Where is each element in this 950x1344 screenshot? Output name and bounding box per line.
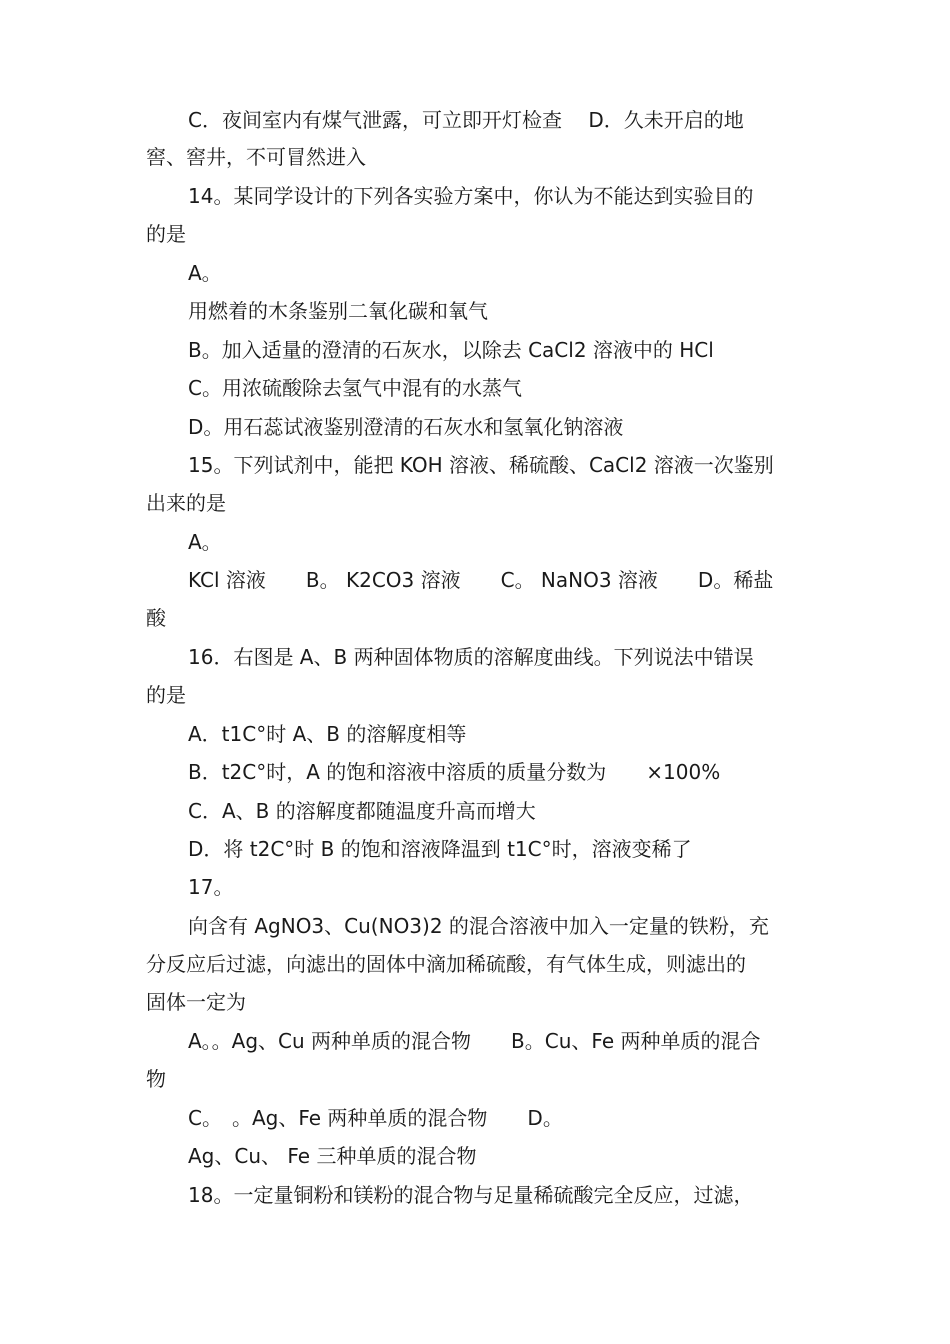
text-line: 固体一定为 (146, 990, 246, 1014)
text-line: 的是 (146, 222, 186, 246)
question-16: 16．右图是 A、B 两种固体物质的溶解度曲线。下列说法中错误 (188, 645, 754, 669)
options-line: C。 。Ag、Fe 两种单质的混合物 D。 (188, 1106, 563, 1130)
text-line: 物 (146, 1067, 166, 1091)
question-17: 17。 (188, 875, 234, 899)
options-line: A。。Ag、Cu 两种单质的混合物 B。Cu、Fe 两种单质的混合 (188, 1029, 761, 1053)
option-d: D．将 t2C°时 B 的饱和溶液降温到 t1C°时，溶液变稀了 (188, 837, 692, 861)
option-b: B．t2C°时，A 的饱和溶液中溶质的质量分数为 ×100% (188, 760, 721, 784)
question-18: 18。一定量铜粉和镁粉的混合物与足量稀硫酸完全反应，过滤， (188, 1183, 754, 1207)
text-line: 分反应后过滤，向滤出的固体中滴加稀硫酸，有气体生成，则滤出的 (146, 952, 746, 976)
option-a: A。 (188, 530, 222, 554)
options-line: KCl 溶液 B。 K2CO3 溶液 C。 NaNO3 溶液 D。稀盐 (188, 568, 774, 592)
option-c: C．A、B 的溶解度都随温度升高而增大 (188, 799, 536, 823)
text-line: C．夜间室内有煤气泄露，可立即开灯检查 D．久未开启的地 (188, 108, 744, 132)
text-line: 的是 (146, 683, 186, 707)
text-line: 出来的是 (146, 491, 226, 515)
option-a: A．t1C°时 A、B 的溶解度相等 (188, 722, 467, 746)
text-line: 向含有 AgNO3、Cu(NO3)2 的混合溶液中加入一定量的铁粉，充 (188, 914, 769, 938)
option-a: A。 (188, 261, 222, 285)
question-15: 15。下列试剂中，能把 KOH 溶液、稀硫酸、CaCl2 溶液一次鉴别 (188, 453, 774, 477)
option-d: D。用石蕊试液鉴别澄清的石灰水和氢氧化钠溶液 (188, 415, 624, 439)
option-c: C。用浓硫酸除去氢气中混有的水蒸气 (188, 376, 522, 400)
text-line: 用燃着的木条鉴别二氧化碳和氧气 (188, 299, 488, 323)
option-b: B。加入适量的澄清的石灰水，以除去 CaCl2 溶液中的 HCl (188, 338, 714, 362)
text-line: 窖、窖井，不可冒然进入 (146, 145, 366, 169)
text-line: Ag、Cu、 Fe 三种单质的混合物 (188, 1144, 477, 1168)
question-14: 14。某同学设计的下列各实验方案中，你认为不能达到实验目的 (188, 184, 754, 208)
text-line: 酸 (146, 606, 166, 630)
